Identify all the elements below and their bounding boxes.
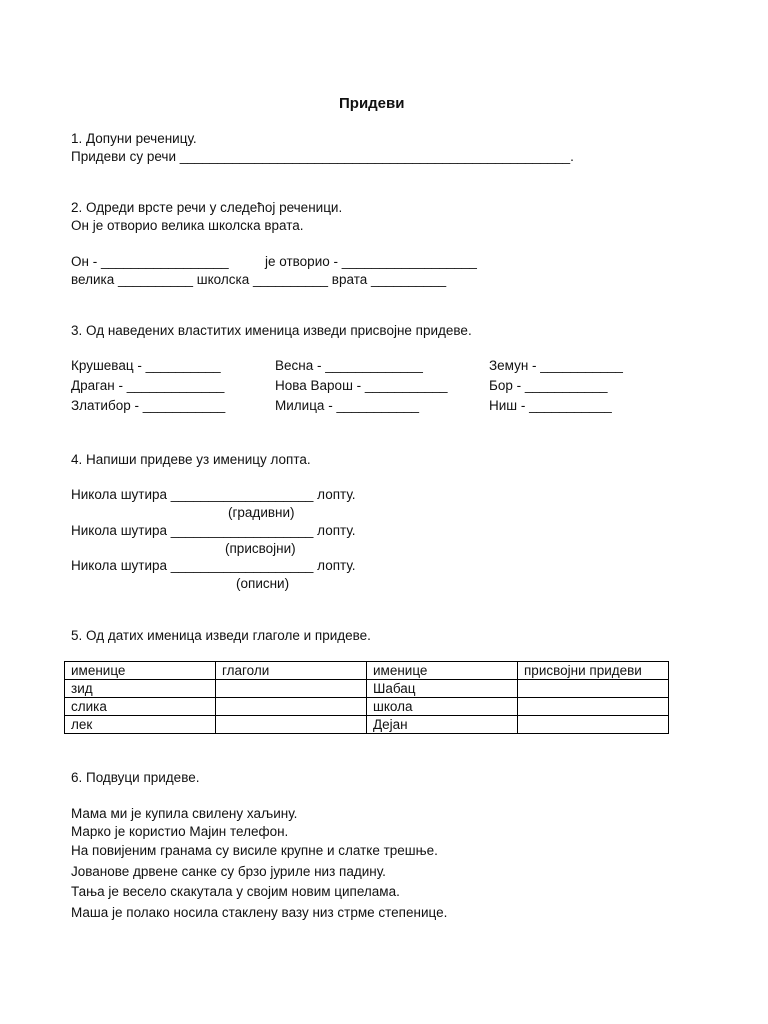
table-cell: присвојни придеви — [518, 662, 669, 680]
q2-row1b: је отворио - __________________ — [265, 254, 477, 269]
q6-sentence: На повијеним гранама су висиле крупне и слатке трешње. — [71, 843, 438, 858]
table-cell[interactable] — [216, 698, 367, 716]
q2-heading: 2. Одреди врсте речи у следећој реченици. — [71, 200, 343, 215]
q3-item: Крушевац - __________ — [71, 358, 221, 373]
q3-item: Милица - ___________ — [275, 398, 420, 413]
q3-heading: 3. Од наведених властитих именица изведи присвојне придеве. — [71, 323, 472, 338]
table-cell: зид — [65, 680, 216, 698]
q4-hint: (присвојни) — [225, 541, 296, 556]
table-cell[interactable] — [216, 680, 367, 698]
table-row — [65, 662, 669, 680]
q2-sentence: Он је отворио велика школска врата. — [71, 218, 304, 233]
table-row — [65, 680, 669, 698]
table-cell: школа — [367, 698, 518, 716]
q6-sentence: Јованове дрвене санке су брзо јуриле низ падину. — [71, 864, 386, 879]
q4-line: Никола шутира ___________________ лопту. — [71, 523, 356, 538]
q4-hint: (градивни) — [228, 505, 295, 520]
table-cell: Шабац — [367, 680, 518, 698]
q3-item: Ниш - ___________ — [489, 398, 612, 413]
q4-line: Никола шутира ___________________ лопту. — [71, 487, 356, 502]
table-cell: глаголи — [216, 662, 367, 680]
table-cell: лек — [65, 716, 216, 734]
q1-line: Придеви су речи ____________________________________________________. — [71, 149, 574, 164]
q6-sentence: Мама ми је купила свилену хаљину. — [71, 806, 298, 821]
q6-sentence: Маша је полако носила стаклену вазу низ стрме степенице. — [71, 905, 448, 920]
q6-sentence: Тања је весело скакутала у својим новим ципелама. — [71, 884, 400, 899]
table-cell: именице — [367, 662, 518, 680]
q4-line: Никола шутира ___________________ лопту. — [71, 558, 356, 573]
q5-table — [64, 661, 669, 734]
q6-sentence: Марко је користио Мајин телефон. — [71, 824, 289, 839]
q3-item: Весна - _____________ — [275, 358, 423, 373]
table-cell[interactable] — [518, 716, 669, 734]
q3-item: Нова Варош - ___________ — [275, 378, 448, 393]
table-cell[interactable] — [216, 716, 367, 734]
table-row — [65, 716, 669, 734]
table-cell[interactable] — [518, 698, 669, 716]
q2-row1a: Он - _________________ — [71, 254, 229, 269]
q1-heading: 1. Допуни реченицу. — [71, 131, 197, 146]
table-cell: слика — [65, 698, 216, 716]
table-cell[interactable] — [518, 680, 669, 698]
q3-item: Земун - ___________ — [489, 358, 623, 373]
q2-row2: велика __________ школска __________ врата __________ — [71, 272, 447, 287]
q3-item: Златибор - ___________ — [71, 398, 226, 413]
table-cell: Дејан — [367, 716, 518, 734]
q5-heading: 5. Од датих именица изведи глаголе и придеве. — [71, 628, 371, 643]
q4-hint: (описни) — [236, 576, 290, 591]
q3-item: Драган - _____________ — [71, 378, 225, 393]
page-title: Придеви — [339, 95, 405, 112]
q3-item: Бор - ___________ — [489, 378, 608, 393]
q4-heading: 4. Напиши придеве уз именицу лопта. — [71, 452, 311, 467]
table-row — [65, 698, 669, 716]
table-cell: именице — [65, 662, 216, 680]
q6-heading: 6. Подвуци придеве. — [71, 770, 200, 785]
